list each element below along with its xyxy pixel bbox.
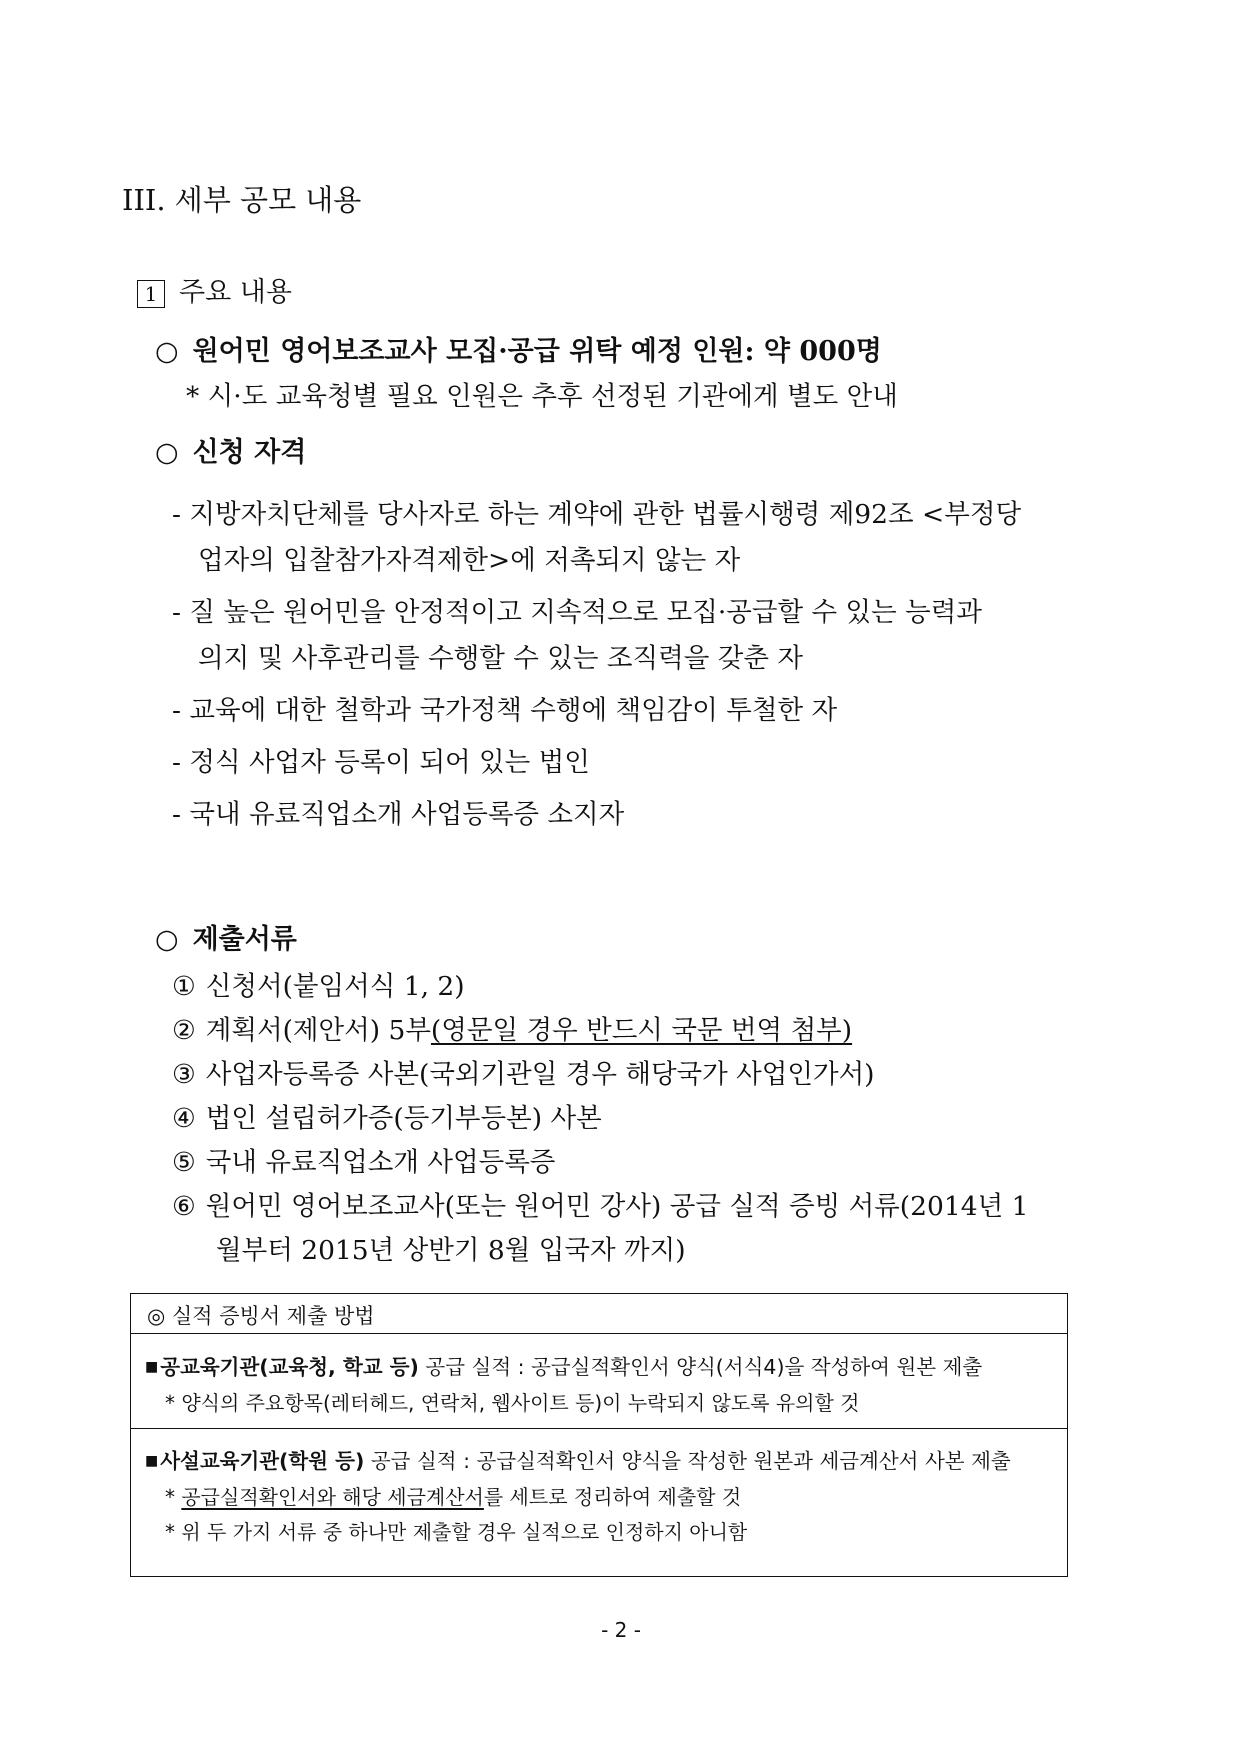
item-number: ⑥ [172,1191,196,1222]
document-item: ③ 사업자등록증 사본(국외기관일 경우 해당국가 사업인가서) [172,1059,875,1090]
subsection-number: 1 [137,280,165,308]
qualification-item: - 질 높은 원어민을 안정적이고 지속적으로 모집·공급할 수 있는 능력과 [172,597,982,628]
item-number: ① [172,971,196,1002]
qualification-item: - 정식 사업자 등록이 되어 있는 법인 [172,747,590,778]
proof-submission-box [130,1293,1068,1577]
underlined-note: (영문일 경우 반드시 국문 번역 첨부) [430,1015,853,1046]
subsection-heading [137,270,292,309]
document-item-cont: 월부터 2015년 상반기 8월 입국자 까지) [216,1235,686,1266]
qualification-item-cont: 의지 및 사후관리를 수행할 수 있는 조직력을 갖춘 자 [198,643,803,674]
private-note-2: * 위 두 가지 서류 중 하나만 제출할 경우 실적으로 인정하지 아니함 [165,1520,748,1544]
item-number: ④ [172,1103,196,1134]
document-item: ① 신청서(붙임서식 1, 2) [172,971,465,1002]
document-item: ⑥ 원어민 영어보조교사(또는 원어민 강사) 공급 실적 증빙 서류(2014년 1 [172,1191,1029,1222]
qualification-item: - 국내 유료직업소개 사업등록증 소지자 [172,799,625,830]
private-note-1: * 공급실적확인서와 해당 세금계산서를 세트로 정리하여 제출할 것 [165,1485,742,1509]
section-title: III. 세부 공모 내용 [122,183,362,217]
recruit-heading [155,329,882,368]
item-number: ② [172,1015,196,1046]
qualification-item: - 지방자치단체를 당사자로 하는 계약에 관한 법률시행령 제92조 <부정당 [172,499,1022,530]
public-institution-section [131,1334,1067,1429]
subsection-title: 주요 내용 [179,277,292,308]
item-number: ③ [172,1059,196,1090]
document-item: ④ 법인 설립허가증(등기부등본) 사본 [172,1103,602,1134]
circle-bullet-icon: ○ [155,437,179,468]
document-item: ⑤ 국내 유료직업소개 사업등록증 [172,1147,556,1178]
documents-title: 제출서류 [192,924,297,955]
private-institution-line: ■사설교육기관(학원 등) 공급 실적 : 공급실적확인서 양식을 작성한 원본과 세금계산서 사본 제출 [145,1449,1011,1473]
qualification-item: - 교육에 대한 철학과 국가정책 수행에 책임감이 투철한 자 [172,695,838,726]
public-institution-line: ■공교육기관(교육청, 학교 등) 공급 실적 : 공급실적확인서 양식(서식4)을 작성하여 원본 제출 [145,1355,983,1379]
circle-bullet-icon: ○ [155,336,179,367]
item-number: ⑤ [172,1147,196,1178]
qualification-title: 신청 자격 [192,437,307,468]
documents-heading [155,917,297,956]
square-bullet-icon: ■ [145,1359,159,1375]
qualification-heading [155,430,306,469]
public-label: 공교육기관(교육청, 학교 등) [160,1355,419,1379]
box-header-text: ◎ 실적 증빙서 제출 방법 [147,1304,375,1328]
recruit-note: * 시·도 교육청별 필요 인원은 추후 선정된 기관에게 별도 안내 [186,381,898,412]
circle-bullet-icon: ○ [155,924,179,955]
box-header [131,1294,1067,1334]
qualification-item-cont: 업자의 입찰참가자격제한>에 저촉되지 않는 자 [198,545,741,576]
page-number: - 2 - [601,1618,641,1642]
private-label: 사설교육기관(학원 등) [160,1449,365,1473]
recruit-text: 원어민 영어보조교사 모집·공급 위탁 예정 인원: 약 000명 [192,336,882,367]
public-note: * 양식의 주요항목(레터헤드, 연락처, 웹사이트 등)이 누락되지 않도록 유의할 것 [165,1391,860,1415]
document-item: ② 계획서(제안서) 5부(영문일 경우 반드시 국문 번역 첨부) [172,1015,853,1046]
square-bullet-icon: ■ [145,1453,159,1469]
